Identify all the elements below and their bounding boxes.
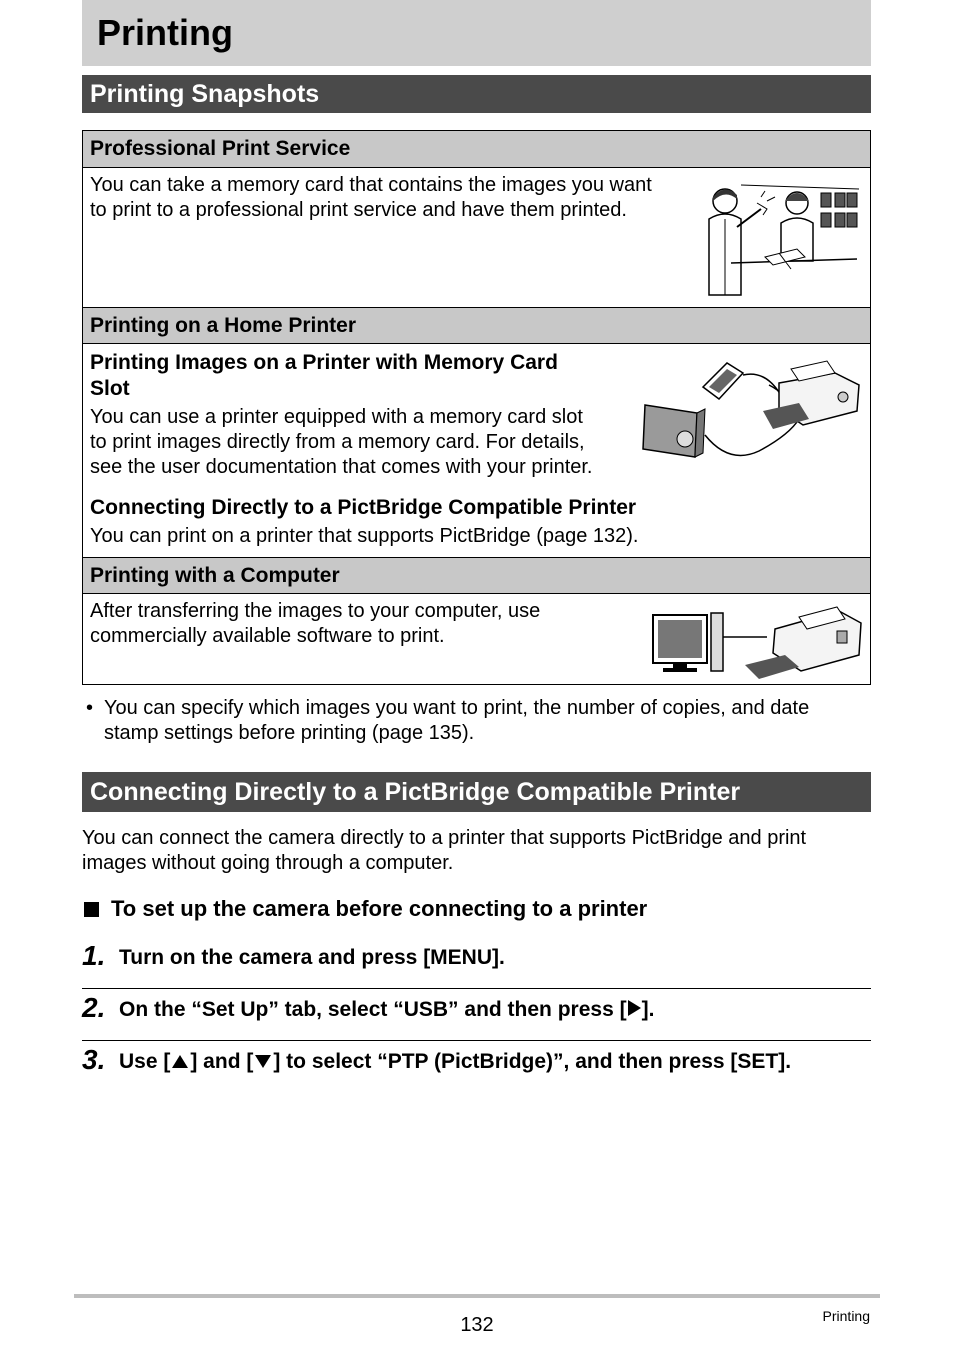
step-1-text: Turn on the camera and press [MENU]. bbox=[119, 946, 505, 969]
step-1-number: 1. bbox=[82, 940, 106, 971]
right-arrow-icon bbox=[628, 1000, 641, 1016]
pictbridge-text: You can print on a printer that supports PictBridge (page 132). bbox=[90, 525, 639, 547]
procedure-title: To set up the camera before connecting to a printer bbox=[111, 896, 648, 921]
up-arrow-icon bbox=[172, 1055, 188, 1068]
section-heading-printing-snapshots: Printing Snapshots bbox=[82, 75, 871, 113]
memory-card-slot-text: You can use a printer equipped with a memory card slot to print images directly from a memory card. For details, see the user documentation that comes with your printer. bbox=[90, 406, 593, 478]
procedure-square-icon bbox=[84, 902, 99, 917]
step-2-number: 2. bbox=[82, 992, 106, 1023]
step-divider bbox=[82, 988, 871, 989]
pictbridge-subheading: Connecting Directly to a PictBridge Compatible Printer bbox=[90, 496, 637, 519]
page-number: 132 bbox=[460, 1314, 494, 1336]
pro-print-text: You can take a memory card that contains the images you want to print to a professional print service and have them printed. bbox=[90, 174, 652, 221]
print-shop-illustration bbox=[701, 179, 861, 299]
memory-card-slot-subheading: Printing Images on a Printer with Memory Card Slot bbox=[90, 351, 558, 400]
step-3-text: Use [ ] and [ ] to select “PTP (PictBridge)”, and then press [SET]. bbox=[119, 1050, 792, 1073]
footer-section-label: Printing bbox=[822, 1308, 870, 1324]
note-bullet: • bbox=[86, 697, 94, 719]
section-heading-pictbridge: Connecting Directly to a PictBridge Compatible Printer bbox=[82, 772, 871, 812]
pictbridge-intro: You can connect the camera directly to a printer that supports PictBridge and print images without going through a computer. bbox=[82, 827, 807, 874]
footer-rule bbox=[74, 1294, 880, 1298]
pro-print-heading: Professional Print Service bbox=[83, 131, 870, 168]
computer-print-heading: Printing with a Computer bbox=[83, 557, 870, 594]
print-settings-note: You can specify which images you want to print, the number of copies, and date stamp settings before printing (page 135). bbox=[104, 697, 810, 744]
computer-print-text: After transferring the images to your computer, use commercially available software to print. bbox=[90, 600, 541, 647]
step-2-text: On the “Set Up” tab, select “USB” and then press [ ]. bbox=[119, 998, 655, 1021]
step-divider bbox=[82, 1040, 871, 1041]
down-arrow-icon bbox=[255, 1055, 271, 1068]
printing-options-box bbox=[82, 130, 871, 685]
computer-printer-illustration bbox=[649, 603, 863, 683]
step-3-number: 3. bbox=[82, 1044, 106, 1075]
chapter-title-bar bbox=[82, 0, 871, 66]
chapter-title: Printing bbox=[97, 12, 233, 53]
home-printer-heading: Printing on a Home Printer bbox=[83, 307, 870, 344]
camera-printer-illustration bbox=[639, 355, 863, 465]
